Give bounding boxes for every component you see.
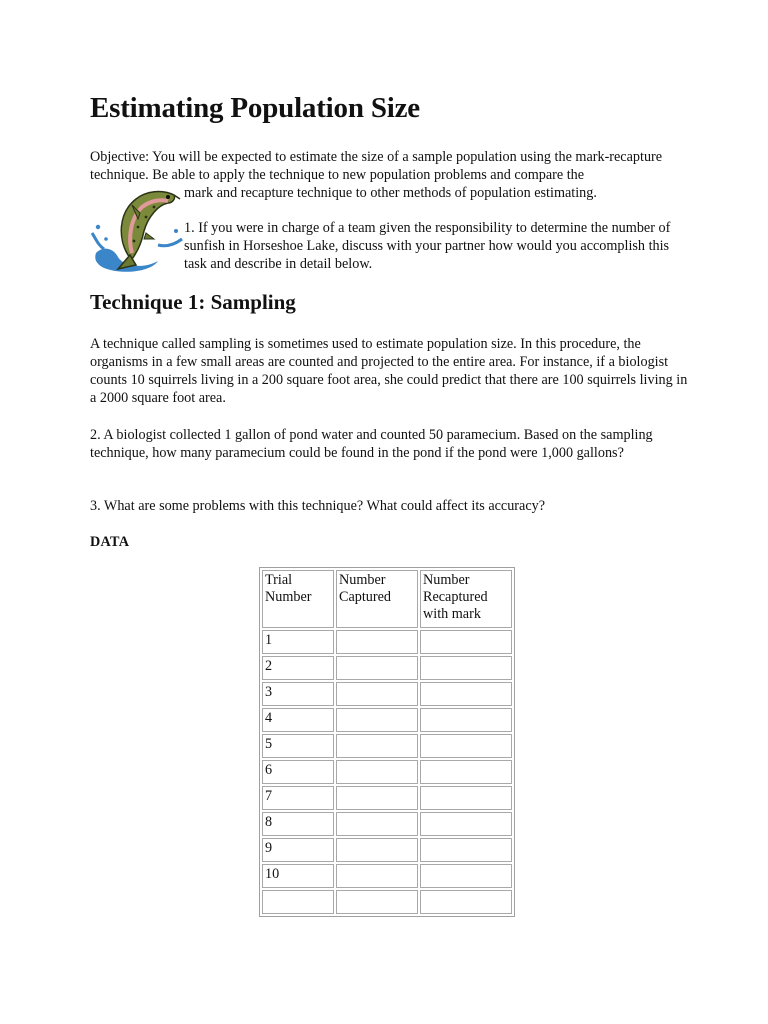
header-number-recaptured: Number Recaptured with mark <box>420 570 512 628</box>
recaptured-cell[interactable] <box>420 630 512 654</box>
data-label: DATA <box>90 534 130 550</box>
captured-cell[interactable] <box>336 760 418 784</box>
captured-cell[interactable] <box>336 890 418 914</box>
captured-cell[interactable] <box>336 734 418 758</box>
recaptured-cell[interactable] <box>420 838 512 862</box>
trial-cell: 2 <box>262 656 334 680</box>
captured-cell[interactable] <box>336 838 418 862</box>
recaptured-cell[interactable] <box>420 682 512 706</box>
page-title: Estimating Population Size <box>90 92 420 124</box>
recaptured-cell[interactable] <box>420 812 512 836</box>
captured-cell[interactable] <box>336 708 418 732</box>
trial-cell: 10 <box>262 864 334 888</box>
objective-line2: mark and recapture technique to other methods of population estimating. <box>184 185 597 201</box>
header-trial-number: Trial Number <box>262 570 334 628</box>
question-3: 3. What are some problems with this technique? What could affect its accuracy? <box>90 498 546 514</box>
captured-cell[interactable] <box>336 656 418 680</box>
table-row <box>262 682 512 706</box>
recaptured-cell[interactable] <box>420 864 512 888</box>
recaptured-cell[interactable] <box>420 656 512 680</box>
objective-line1: Objective: You will be expected to estimate the size of a sample population using the mark-recapture technique. Be able to apply the technique to new population problems and compare the <box>90 149 663 183</box>
trial-cell: 3 <box>262 682 334 706</box>
table-row <box>262 838 512 862</box>
data-table <box>259 567 515 917</box>
table-row <box>262 812 512 836</box>
captured-cell[interactable] <box>336 630 418 654</box>
table-row <box>262 760 512 784</box>
table-header-row <box>262 570 512 628</box>
trial-cell: 8 <box>262 812 334 836</box>
captured-cell[interactable] <box>336 786 418 810</box>
trial-cell: 4 <box>262 708 334 732</box>
table-row <box>262 734 512 758</box>
recaptured-cell[interactable] <box>420 890 512 914</box>
table-row <box>262 786 512 810</box>
table-row <box>262 890 512 914</box>
recaptured-cell[interactable] <box>420 734 512 758</box>
table-row <box>262 708 512 732</box>
recaptured-cell[interactable] <box>420 708 512 732</box>
technique1-intro: A technique called sampling is sometimes used to estimate population size. In this procedure, the organisms in a few small areas are counted and projected to the entire area. For instance, if a biologist counts 10 squirrels living in a 200 square foot area, she could predict that there are 100 squirrels living in a 2000 square foot area. <box>90 336 688 406</box>
trial-cell: 1 <box>262 630 334 654</box>
trial-cell[interactable] <box>262 890 334 914</box>
section-heading-technique1: Technique 1: Sampling <box>90 290 296 314</box>
table-row <box>262 864 512 888</box>
captured-cell[interactable] <box>336 812 418 836</box>
table-row <box>262 630 512 654</box>
trial-cell: 9 <box>262 838 334 862</box>
recaptured-cell[interactable] <box>420 786 512 810</box>
trial-cell: 5 <box>262 734 334 758</box>
table-row <box>262 656 512 680</box>
captured-cell[interactable] <box>336 864 418 888</box>
captured-cell[interactable] <box>336 682 418 706</box>
question-1: 1. If you were in charge of a team given the responsibility to determine the number of sunfish in Horseshoe Lake, discuss with your partner how would you accomplish this task and describe in detail below. <box>184 220 671 272</box>
fish-icon <box>88 183 186 275</box>
recaptured-cell[interactable] <box>420 760 512 784</box>
header-number-captured: Number Captured <box>336 570 418 628</box>
trial-cell: 6 <box>262 760 334 784</box>
trial-cell: 7 <box>262 786 334 810</box>
question-2: 2. A biologist collected 1 gallon of pond water and counted 50 paramecium. Based on the sampling technique, how many paramecium could be found in the pond if the pond were 1,000 gallons? <box>90 427 653 461</box>
